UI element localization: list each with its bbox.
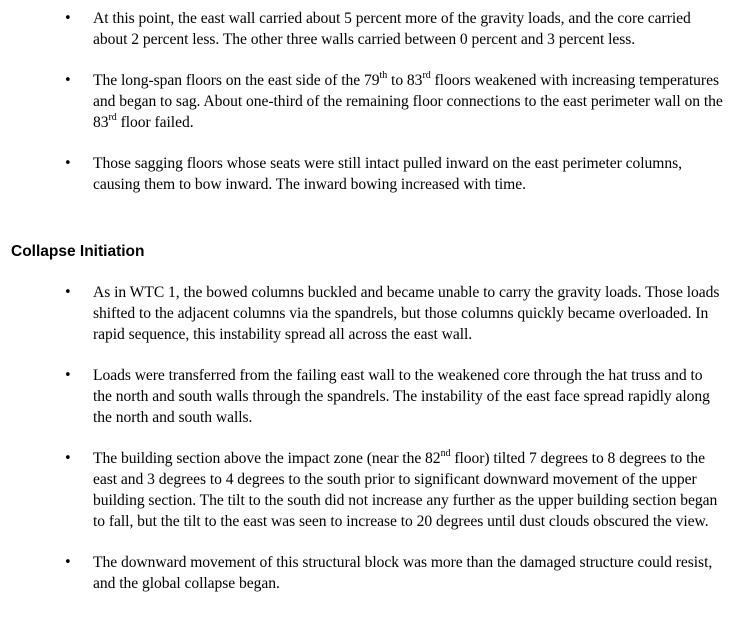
- bullet-list-before-heading: [0, 8, 733, 215]
- bullet-item: [0, 365, 733, 428]
- bullet-text: Loads were transferred from the failing east wall to the weakened core through the hat truss and to the north and south walls through the spandrels. The instability of the east face spread rapidly along the north and south walls.: [93, 367, 710, 426]
- section-heading: Collapse Initiation: [11, 243, 145, 260]
- bullet-text: Those sagging floors whose seats were still intact pulled inward on the east perimeter columns, causing them to bow inward. The inward bowing increased with time.: [93, 155, 682, 193]
- bullet-item: [0, 552, 733, 594]
- bullet-item: [0, 153, 733, 195]
- bullet-marker: •: [64, 285, 72, 300]
- bullet-item: [0, 8, 733, 50]
- bullet-text: The downward movement of this structural block was more than the damaged structure could resist, and the global collapse began.: [93, 554, 713, 592]
- bullet-text: At this point, the east wall carried about 5 percent more of the gravity loads, and the core carried about 2 percent less. The other three walls carried between 0 percent and 3 percent less.: [93, 10, 691, 48]
- bullet-item: [0, 282, 733, 345]
- bullet-marker: •: [64, 451, 72, 466]
- bullet-item: [0, 70, 733, 133]
- bullet-list-after-heading: [0, 282, 733, 614]
- bullet-text: As in WTC 1, the bowed columns buckled and became unable to carry the gravity loads. Those loads shifted to the adjacent columns via the spandrels, but those columns quickly became overloaded. In rapid sequence, this instability spread all across the east wall.: [93, 284, 720, 343]
- bullet-item: [0, 448, 733, 532]
- bullet-marker: •: [64, 11, 72, 26]
- bullet-text: The building section above the impact zone (near the 82nd floor) tilted 7 degrees to 8 degrees to the east and 3 degrees to 4 degrees to the south prior to significant downward movement of the upper building section. The tilt to the south did not increase any further as the upper building section began to fall, but the tilt to the east was seen to increase to 20 degrees until dust clouds obscured the view.: [93, 447, 718, 530]
- bullet-text: The long-span floors on the east side of the 79th to 83rd floors weakened with increasing temperatures and began to sag. About one-third of the remaining floor connections to the east perimeter wall on the 83rd floor failed.: [93, 69, 723, 131]
- bullet-marker: •: [64, 368, 72, 383]
- bullet-marker: •: [64, 73, 72, 88]
- bullet-marker: •: [64, 555, 72, 570]
- bullet-marker: •: [64, 156, 72, 171]
